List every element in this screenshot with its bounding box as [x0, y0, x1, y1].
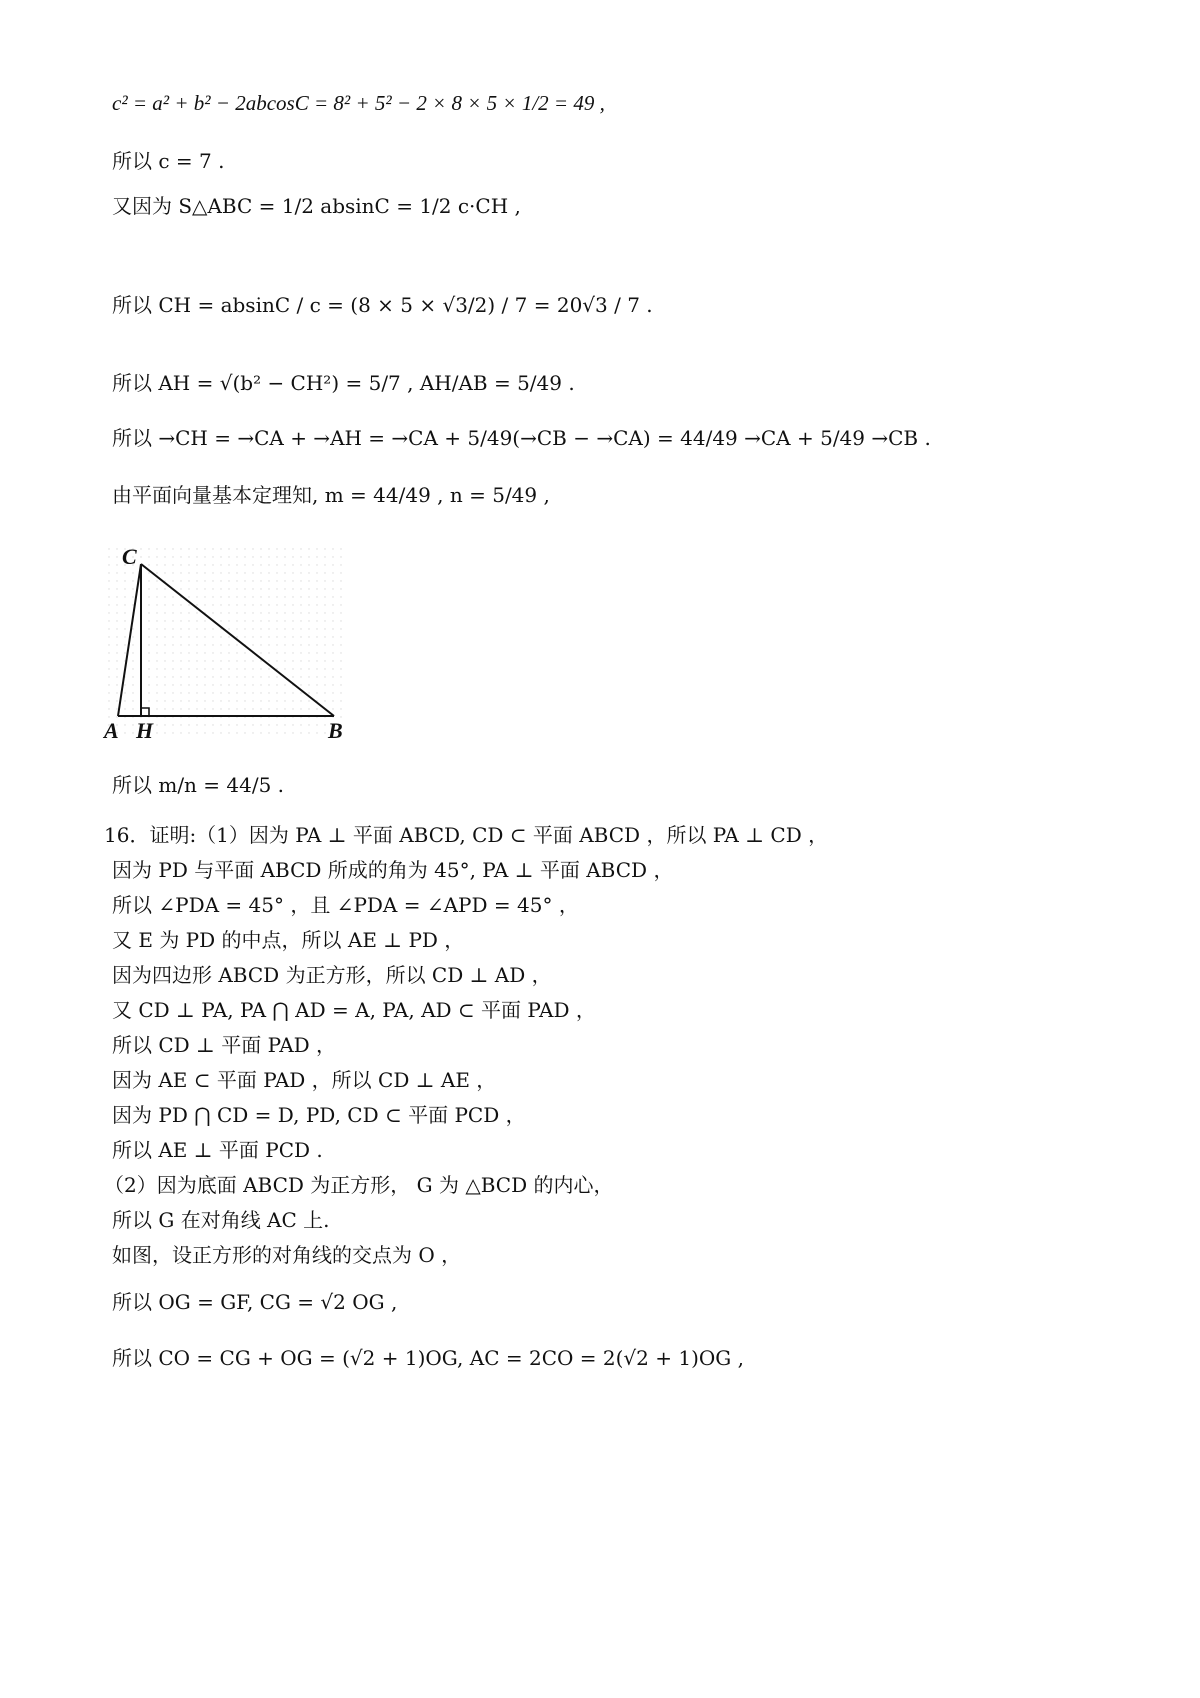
- vertex-c-label: C: [122, 544, 137, 569]
- p16-line-7: 所以 CD ⊥ 平面 PAD ，: [112, 1033, 337, 1057]
- p16-line-2: 因为 PD 与平面 ABCD 所成的角为 45°, PA ⊥ 平面 ABCD ，: [112, 858, 674, 882]
- p16-line-1: 16．证明:（1）因为 PA ⊥ 平面 ABCD, CD ⊂ 平面 ABCD ，所以 PA ⊥ CD ，: [104, 823, 829, 847]
- p16-line-6: 又 CD ⊥ PA, PA ⋂ AD = A, PA, AD ⊂ 平面 PAD ，: [112, 998, 596, 1022]
- point-h-label: H: [136, 718, 154, 743]
- p16-line-10: 所以 AE ⊥ 平面 PCD .: [112, 1138, 323, 1162]
- c-value-line: 所以 c = 7 .: [112, 149, 225, 173]
- area-line: 又因为 S△ABC = 1/2 absinC = 1/2 c·CH ,: [112, 194, 521, 218]
- vertex-b-label: B: [328, 718, 343, 743]
- mn-values-line: 由平面向量基本定理知, m = 44/49 , n = 5/49 ,: [112, 483, 550, 507]
- law-of-cosines-line: c² = a² + b² − 2abcosC = 8² + 5² − 2 × 8 × 5 × 1/2 = 49 ,: [112, 91, 605, 115]
- p16-co-line: 所以 CO = CG + OG = (√2 + 1)OG, AC = 2CO = 2(√2 + 1)OG ,: [112, 1346, 744, 1370]
- p16-line-5: 因为四边形 ABCD 为正方形，所以 CD ⊥ AD ，: [112, 963, 552, 987]
- p16-line-9: 因为 PD ⋂ CD = D, PD, CD ⊂ 平面 PCD ，: [112, 1103, 526, 1127]
- ratio-line: 所以 m/n = 44/5 .: [112, 773, 285, 797]
- p16-part2-line-2: 所以 G 在对角线 AC 上.: [112, 1208, 330, 1232]
- triangle-figure: [100, 540, 360, 750]
- p16-part2-line-1: （2）因为底面 ABCD 为正方形， G 为 △BCD 的内心，: [104, 1173, 614, 1197]
- vertex-a-label: A: [104, 718, 119, 743]
- p16-line-4: 又 E 为 PD 的中点，所以 AE ⊥ PD ，: [112, 928, 465, 952]
- p16-og-line: 所以 OG = GF, CG = √2 OG ,: [112, 1290, 398, 1314]
- p16-line-3: 所以 ∠PDA = 45° ，且 ∠PDA = ∠APD = 45° ，: [112, 893, 579, 917]
- p16-line-8: 因为 AE ⊂ 平面 PAD ，所以 CD ⊥ AE ，: [112, 1068, 497, 1092]
- p16-part2-line-3: 如图，设正方形的对角线的交点为 O ，: [112, 1243, 462, 1267]
- vector-ch-line: 所以 →CH = →CA + →AH = →CA + 5/49(→CB − →CA) = 44/49 →CA + 5/49 →CB .: [112, 426, 931, 450]
- ah-value-line: 所以 AH = √(b² − CH²) = 5/7 , AH/AB = 5/49 .: [112, 371, 575, 395]
- ch-value-line: 所以 CH = absinC / c = (8 × 5 × √3/2) / 7 = 20√3 / 7 .: [112, 293, 653, 317]
